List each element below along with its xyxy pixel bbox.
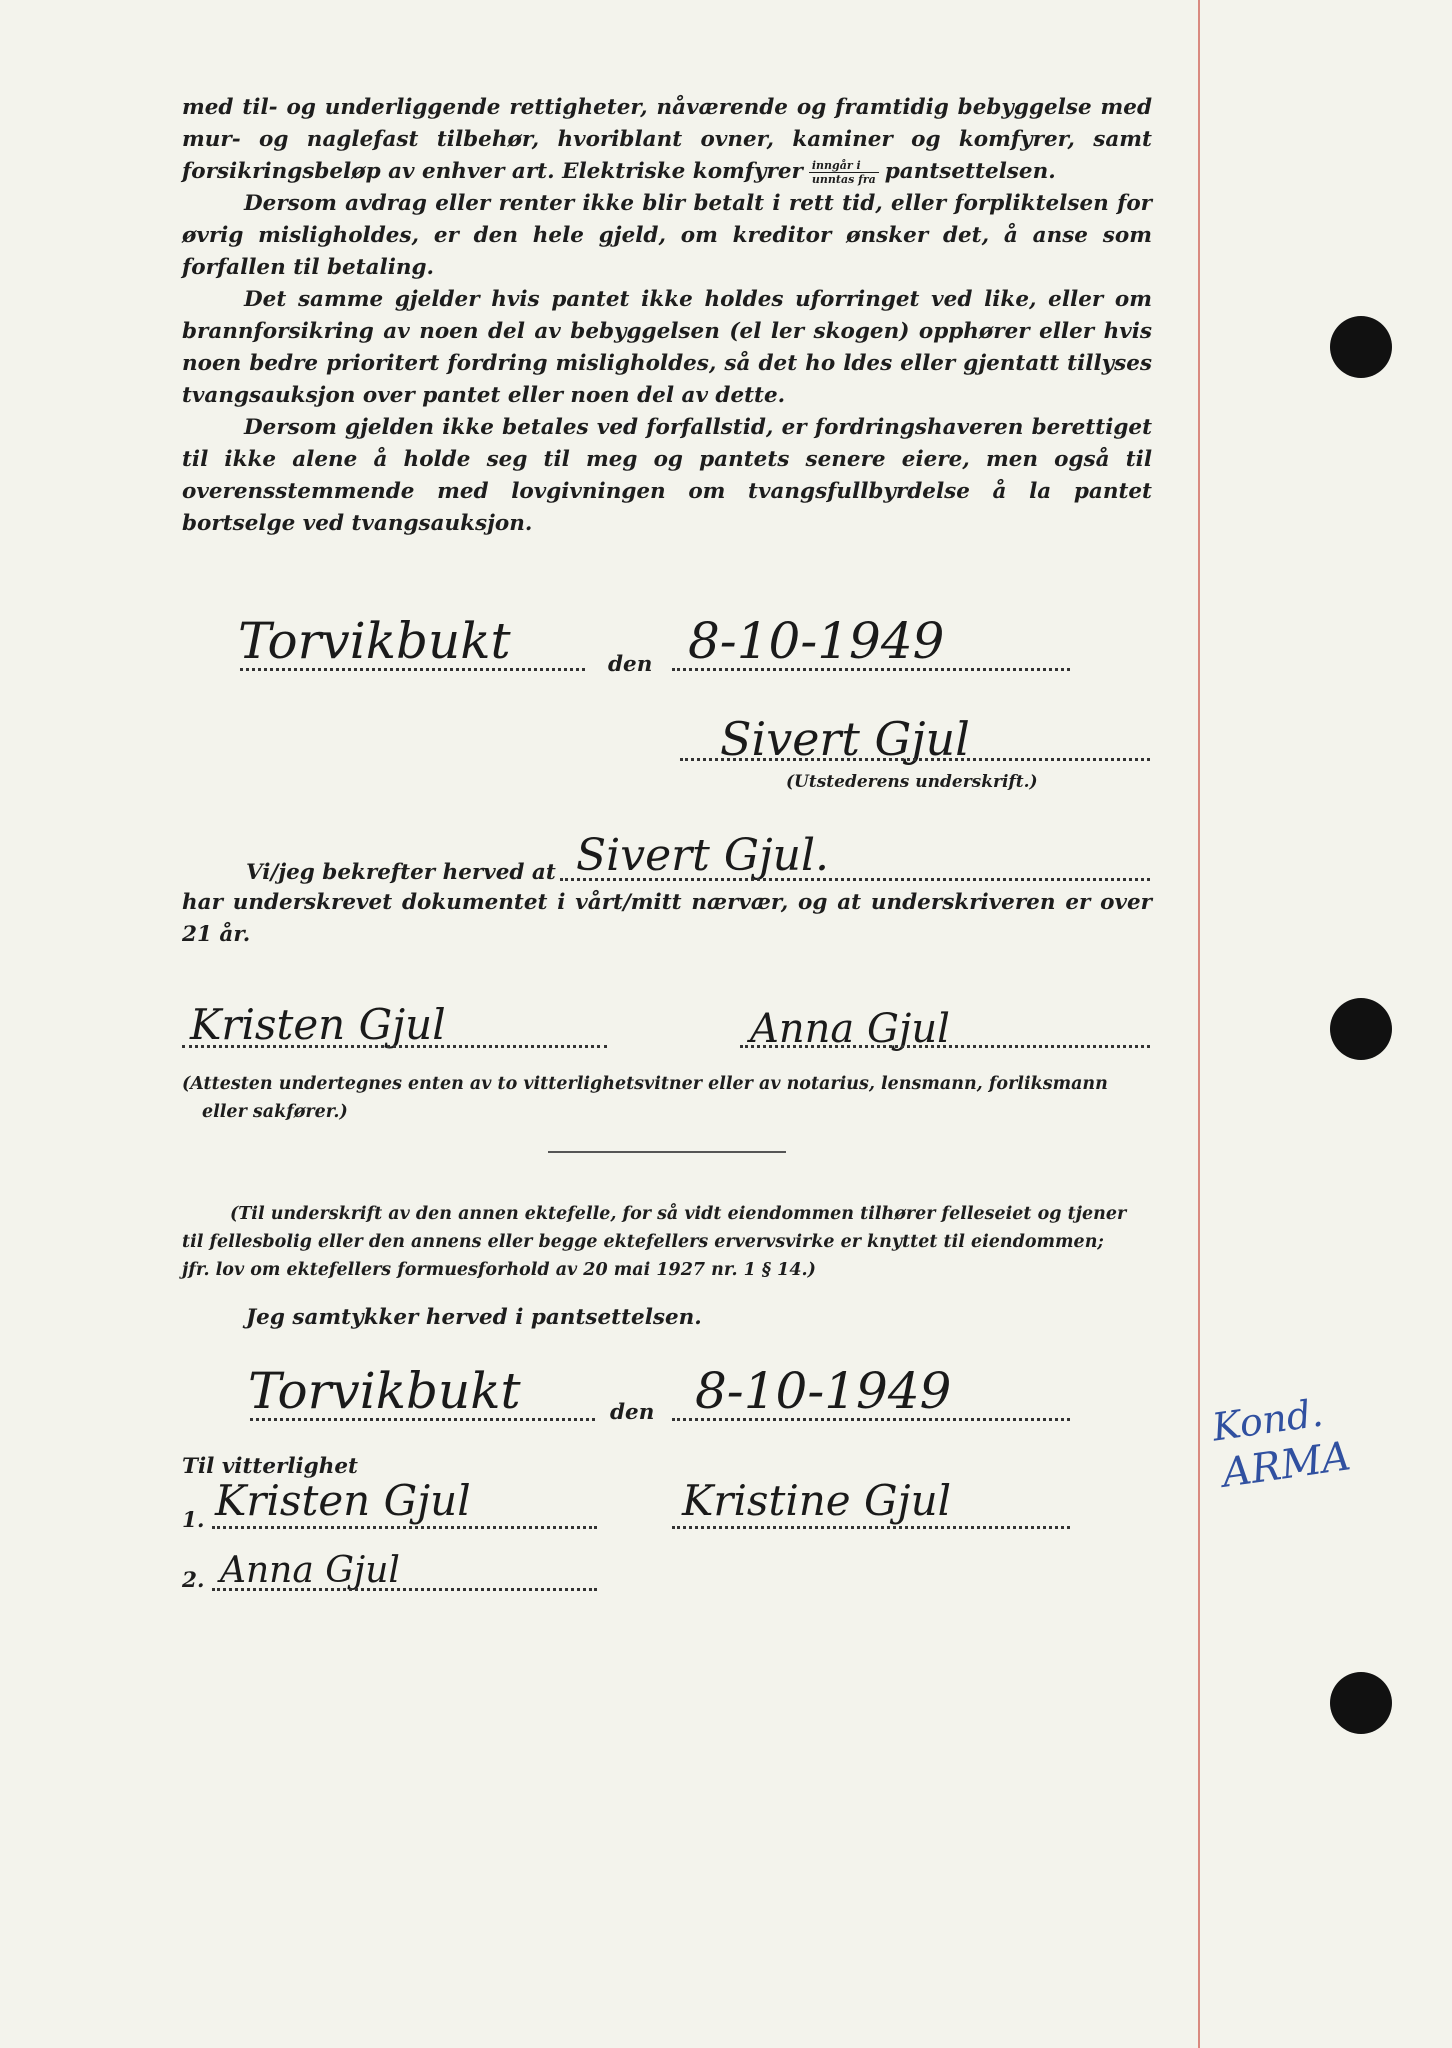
spouse-date-handwritten: 8-10-1949 xyxy=(695,1362,952,1420)
confirmation-line2: har underskrevet dokumentet i vårt/mitt nærvær, og at underskriveren er over xyxy=(182,890,1152,915)
date-dotted-line xyxy=(672,668,1070,671)
included-excluded-fraction: $\frac{\text{inngår i}}{\text{unntas fra}}$ xyxy=(809,159,879,186)
punch-hole xyxy=(1330,998,1392,1060)
spouse-witness1-dotted-line xyxy=(212,1526,597,1529)
confirmed-name-dotted-line xyxy=(560,878,1150,881)
date-handwritten: 8-10-1949 xyxy=(688,612,945,670)
spouse-note-line1: (Til underskrift av den annen ektefelle, for så vidt eiendommen tilhører felleseiet og tjener xyxy=(230,1204,1127,1224)
paragraph-default: Dersom avdrag eller renter ikke blir betalt i rett tid, eller forpliktelsen for øvrig misligholdes, er den hele gjeld, om kreditor ønsker det, å anse som forfallen til betaling. xyxy=(182,191,1152,280)
punch-hole xyxy=(1330,1672,1392,1734)
spouse-witness1-signature: Kristen Gjul xyxy=(215,1476,471,1525)
signature-dotted-line xyxy=(680,758,1150,761)
punch-hole xyxy=(1330,316,1392,378)
spouse-signature-dotted-line xyxy=(672,1526,1070,1529)
witness-number-2: 2. xyxy=(182,1568,205,1593)
paragraph-rights: med til- og underliggende rettigheter, nåværende og framtidig bebyggelse med mur- og naglefast tilbehør, hvoriblant ovner, kaminer og komfyrer, samt forsikringsbeløp av enhver art. Elektriske komfyrer $\frac{\text{inngår i}}{\text{unntas fra}}$ pantsettelsen. xyxy=(182,95,1152,186)
margin-note-line2: ARMA xyxy=(1219,1433,1354,1497)
spouse-place-handwritten: Torvikbukt xyxy=(248,1362,521,1420)
paragraph-insurance: Det samme gjelder hvis pantet ikke holdes uforringet ved like, eller om brannforsikring av noen del av bebyggelsen (el ler skogen) opphører eller hvis noen bedre prioritert fordring misligholdes, så det ho ldes eller gjentatt tillyses tvangsauksjon over pantet eller noen del av dette. xyxy=(182,287,1152,408)
spouse-witness2-dotted-line xyxy=(212,1588,597,1591)
place-dotted-line xyxy=(240,668,585,671)
witness2-signature: Anna Gjul xyxy=(750,1006,950,1052)
margin-note-line1: Kond. xyxy=(1209,1390,1326,1450)
place-handwritten: Torvikbukt xyxy=(238,612,511,670)
spouse-den-label: den xyxy=(610,1400,655,1425)
confirmation-line3: 21 år. xyxy=(182,922,251,947)
spouse-place-dotted-line xyxy=(250,1418,595,1421)
den-label: den xyxy=(608,652,653,677)
section-divider xyxy=(548,1151,786,1153)
confirmation-label: Vi/jeg bekrefter herved at xyxy=(246,860,556,885)
spouse-note-line3: jfr. lov om ektefellers formuesforhold av 20 mai 1927 nr. 1 § 14.) xyxy=(182,1260,816,1280)
paragraph-enforcement: Dersom gjelden ikke betales ved forfallstid, er fordringshaveren berettiget til ikke alene å holde seg til meg og pantets senere eiere, men også til overensstemmende med lovgivningen om tvangsfullbyrdelse å la pantet bortselge ved tvangsauksjon. xyxy=(182,415,1152,536)
witness-number-1: 1. xyxy=(182,1508,205,1533)
mortgage-terms xyxy=(182,92,1152,540)
spouse-date-dotted-line xyxy=(672,1418,1070,1421)
witness-label: Til vitterlighet xyxy=(182,1454,358,1479)
attestation-note-line2: eller sakfører.) xyxy=(202,1102,348,1122)
margin-rule xyxy=(1198,0,1200,2048)
attestation-note-line1: (Attesten undertegnes enten av to vitterlighetsvitner eller av notarius, lensmann, forliksmann xyxy=(182,1074,1108,1094)
consent-statement: Jeg samtykker herved i pantsettelsen. xyxy=(246,1305,702,1330)
spouse-witness2-signature: Anna Gjul xyxy=(220,1550,400,1591)
witness1-signature: Kristen Gjul xyxy=(190,1000,446,1049)
witness2-dotted-line xyxy=(740,1045,1150,1048)
confirmed-name-handwritten: Sivert Gjul. xyxy=(576,830,829,881)
spouse-note-line2: til fellesbolig eller den annens eller begge ektefellers ervervsvirke er knyttet til eiendommen; xyxy=(182,1232,1104,1252)
issuer-signature-caption: (Utstederens underskrift.) xyxy=(786,772,1038,792)
issuer-signature: Sivert Gjul xyxy=(720,712,970,766)
witness1-dotted-line xyxy=(182,1045,607,1048)
spouse-signature: Kristine Gjul xyxy=(682,1476,952,1525)
